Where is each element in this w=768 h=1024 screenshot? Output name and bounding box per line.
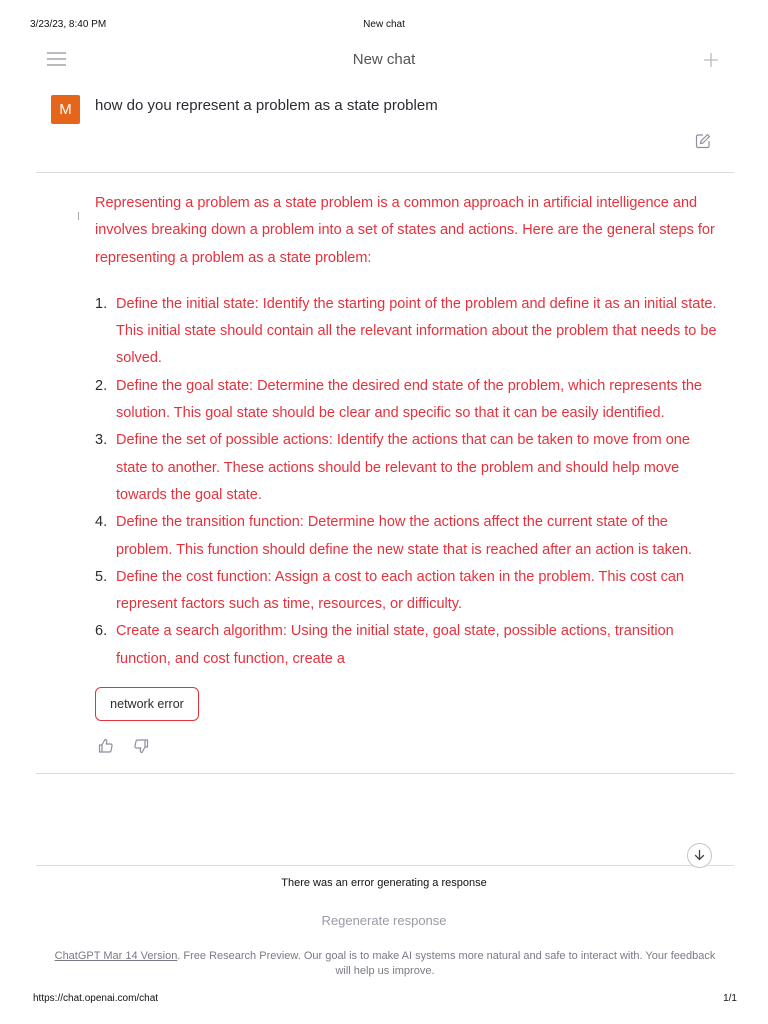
step-text: Define the goal state: Determine the desired end state of the problem, which represents the solution. This goal state should be clear and specific so that it can be easily identified. xyxy=(116,377,702,422)
steps-list xyxy=(95,291,725,673)
regenerate-button[interactable]: Regenerate response xyxy=(321,913,447,928)
step-number: 5. xyxy=(95,568,108,585)
print-page-number: 1/1 xyxy=(723,993,737,1004)
thumbs-up-icon[interactable] xyxy=(97,737,115,755)
step-text: Define the set of possible actions: Identify the actions that can be taken to move from one state to another. These actions should be relevant to the problem and should help move towards the goal state. xyxy=(116,432,690,503)
divider xyxy=(36,172,734,173)
list-item xyxy=(95,373,725,428)
disclaimer-text: . Free Research Preview. Our goal is to make AI systems more natural and safe to interact with. Your feedback will help us improve. xyxy=(177,950,716,977)
user-message: how do you represent a problem as a state problem xyxy=(95,97,438,114)
list-item xyxy=(95,618,725,673)
edit-icon[interactable] xyxy=(694,132,712,150)
avatar: M xyxy=(51,95,80,124)
error-message: There was an error generating a response xyxy=(281,877,487,889)
divider xyxy=(36,773,734,774)
list-item xyxy=(95,564,725,619)
scroll-down-button[interactable] xyxy=(687,843,712,868)
page-title: New chat xyxy=(352,51,416,68)
assistant-message xyxy=(95,190,725,673)
step-text: Define the initial state: Identify the starting point of the problem and define it as an initial state. This initial state should contain all the relevant information about the problem that needs to be solved. xyxy=(116,295,717,367)
arrow-down-icon xyxy=(688,844,711,867)
step-number: 6. xyxy=(95,623,108,640)
step-text: Define the transition function: Determine how the actions affect the current state of the problem. This function should define the new state that is reached after an action is taken. xyxy=(116,514,693,558)
step-number: 1. xyxy=(95,295,108,312)
plus-icon[interactable] xyxy=(701,50,721,70)
assistant-marker xyxy=(78,212,79,220)
error-badge: network error xyxy=(95,687,199,721)
list-item xyxy=(95,509,725,564)
step-number: 3. xyxy=(95,432,108,449)
print-datetime: 3/23/23, 8:40 PM xyxy=(30,19,107,30)
list-item xyxy=(95,291,725,373)
step-text: Create a search algorithm: Using the initial state, goal state, possible actions, transition function, and cost function, create a xyxy=(116,623,674,667)
disclaimer xyxy=(50,949,720,979)
thumbs-down-icon[interactable] xyxy=(132,737,150,755)
assistant-intro: Representing a problem as a state problem is a common approach in artificial intelligence and involves breaking down a problem into a set of states and actions. Here are the general steps for representing a problem as a state problem: xyxy=(95,195,715,266)
divider xyxy=(36,865,734,866)
list-item xyxy=(95,427,725,509)
print-header-title: New chat xyxy=(363,19,405,30)
print-url: https://chat.openai.com/chat xyxy=(33,993,159,1004)
step-text: Define the cost function: Assign a cost to each action taken in the problem. This cost can represent factors such as time, resources, or difficulty. xyxy=(116,568,684,613)
step-number: 4. xyxy=(95,514,108,531)
version-link[interactable]: ChatGPT Mar 14 Version xyxy=(54,950,178,962)
step-number: 2. xyxy=(95,377,108,394)
